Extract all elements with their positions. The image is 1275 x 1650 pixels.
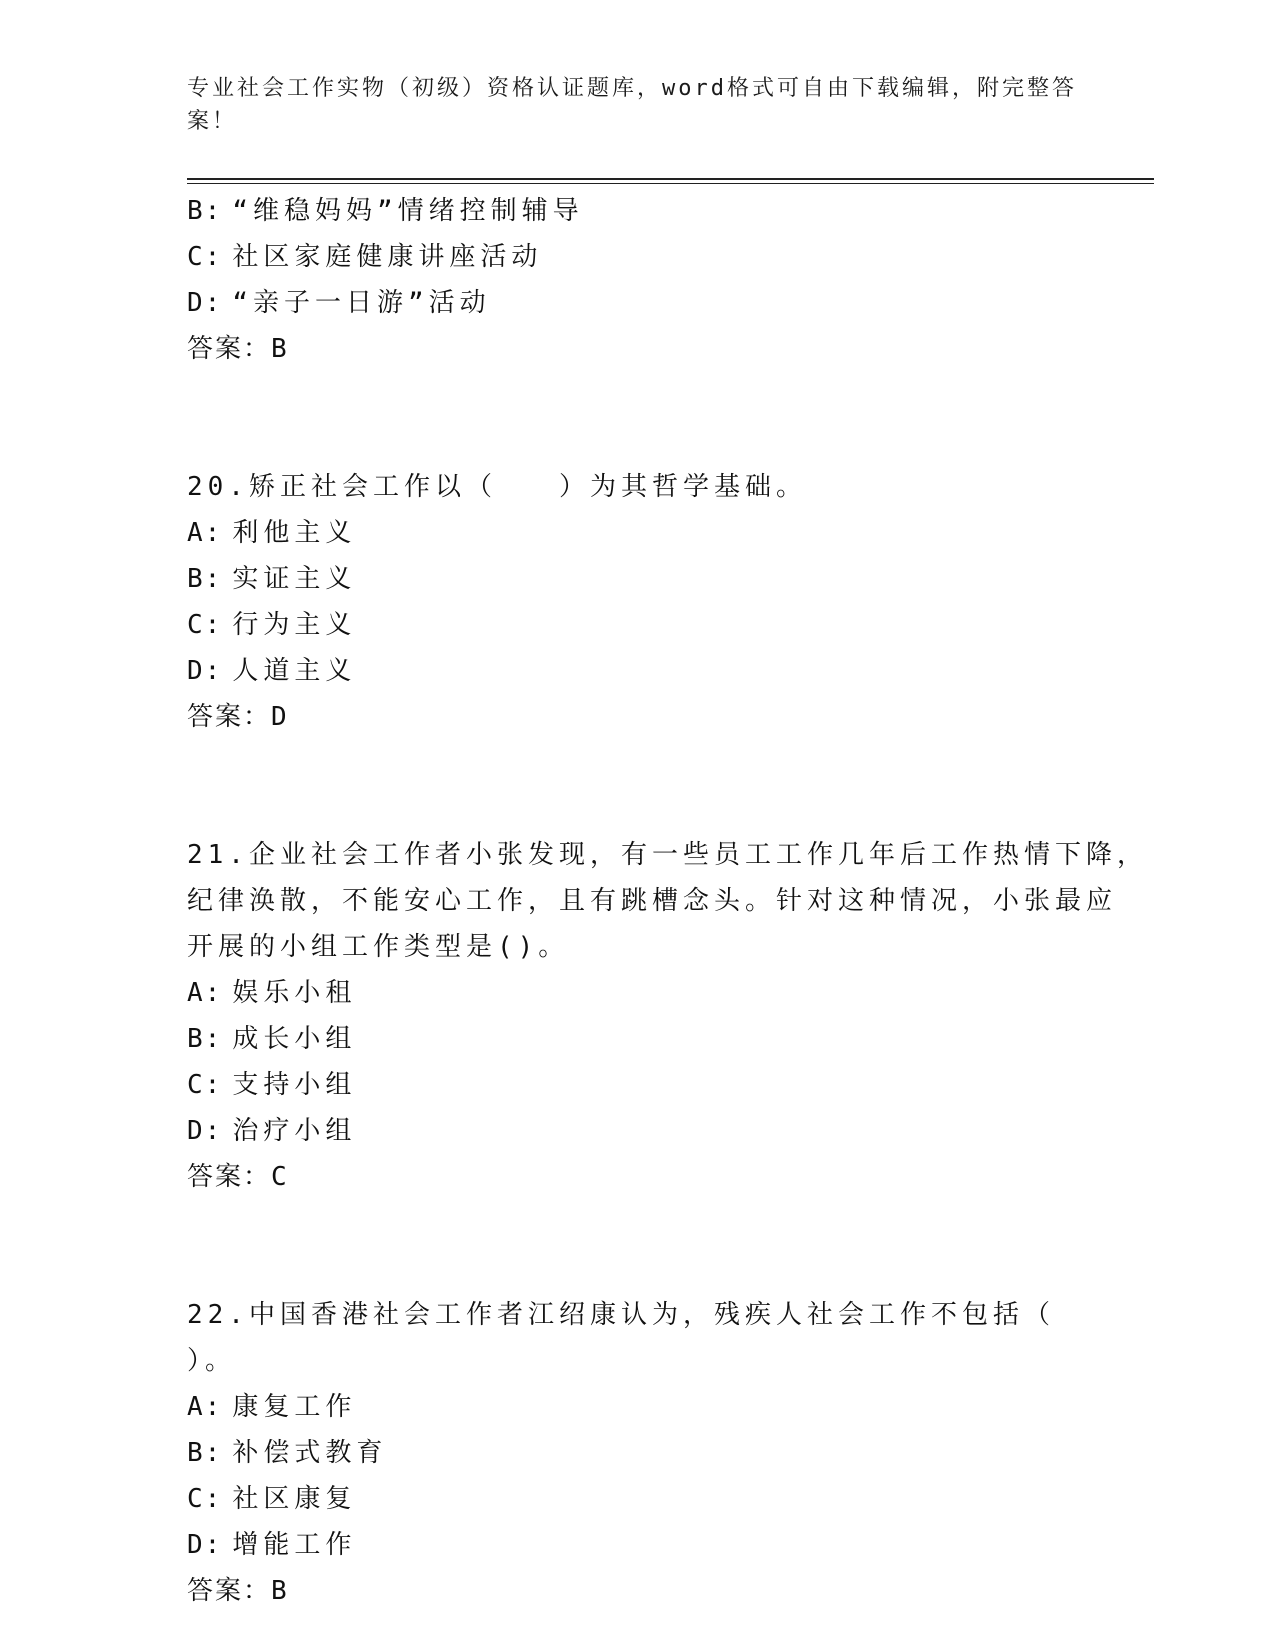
answer-line: 答案：B: [187, 334, 289, 364]
option-a: [187, 970, 1087, 1016]
option-text: 社区康复: [232, 1484, 357, 1514]
option-label: B:: [187, 196, 223, 226]
option-label: D:: [187, 1530, 223, 1560]
option-text: 娱乐小租: [232, 978, 357, 1008]
option-d: [187, 1108, 1087, 1154]
option-label: D:: [187, 656, 223, 686]
option-label: A:: [187, 518, 223, 548]
option-text: 利他主义: [232, 518, 357, 548]
option-c: [187, 1062, 1087, 1108]
spacer: [187, 1200, 1087, 1292]
option-text: 治疗小组: [232, 1116, 357, 1146]
option-label: D:: [187, 1116, 223, 1146]
option-text: 支持小组: [232, 1070, 357, 1100]
question-21: [187, 832, 1148, 1200]
option-text: “亲子一日游”活动: [232, 288, 491, 318]
option-b: [187, 556, 1087, 602]
option-label: C:: [187, 1484, 223, 1514]
option-c: [187, 602, 1087, 648]
spacer: [187, 740, 1087, 832]
spacer: [187, 372, 1087, 464]
option-b: [187, 188, 1087, 234]
option-label: A:: [187, 978, 223, 1008]
option-label: A:: [187, 1392, 223, 1422]
option-a: [187, 1384, 1087, 1430]
answer-line: 答案：D: [187, 702, 289, 732]
option-label: D:: [187, 288, 223, 318]
question-stem-line-1: 21.企业社会工作者小张发现，有一些员工工作几年后工作热情下降，: [187, 840, 1148, 870]
option-label: B:: [187, 1438, 223, 1468]
option-text: 行为主义: [232, 610, 357, 640]
option-text: 人道主义: [232, 656, 357, 686]
option-text: “维稳妈妈”情绪控制辅导: [232, 196, 584, 226]
option-text: 社区家庭健康讲座活动: [232, 242, 543, 272]
option-label: C:: [187, 242, 223, 272]
option-label: B:: [187, 564, 223, 594]
question-22: [187, 1292, 1087, 1614]
option-label: B:: [187, 1024, 223, 1054]
option-c: [187, 234, 1087, 280]
option-d: [187, 648, 1087, 694]
question-20: [187, 464, 1087, 740]
question-stem-line-3: 开展的小组工作类型是()。: [187, 932, 570, 962]
option-label: C:: [187, 610, 223, 640]
header-divider-thick: [187, 178, 1154, 180]
answer-line: 答案：B: [187, 1576, 289, 1606]
option-text: 补偿式教育: [232, 1438, 388, 1468]
option-c: [187, 1476, 1087, 1522]
header-divider-thin: [187, 183, 1154, 184]
option-d: [187, 280, 1087, 326]
option-b: [187, 1016, 1087, 1062]
option-d: [187, 1522, 1087, 1568]
question-stem: 22.中国香港社会工作者江绍康认为，残疾人社会工作不包括（ ）。: [187, 1300, 1055, 1376]
option-text: 增能工作: [232, 1530, 357, 1560]
question-content: [187, 188, 1148, 1614]
option-a: [187, 510, 1087, 556]
option-text: 实证主义: [232, 564, 357, 594]
question-19-tail: [187, 188, 1087, 372]
answer-line: 答案：C: [187, 1162, 289, 1192]
option-b: [187, 1430, 1087, 1476]
option-text: 成长小组: [232, 1024, 357, 1054]
question-stem-line-2: 纪律涣散，不能安心工作，且有跳槽念头。针对这种情况，小张最应: [187, 886, 1118, 916]
option-text: 康复工作: [232, 1392, 357, 1422]
option-label: C:: [187, 1070, 223, 1100]
document-header: 专业社会工作实物（初级）资格认证题库，word格式可自由下载编辑，附完整答案！: [187, 76, 1077, 134]
question-stem: 20.矫正社会工作以（ ）为其哲学基础。: [187, 472, 807, 502]
